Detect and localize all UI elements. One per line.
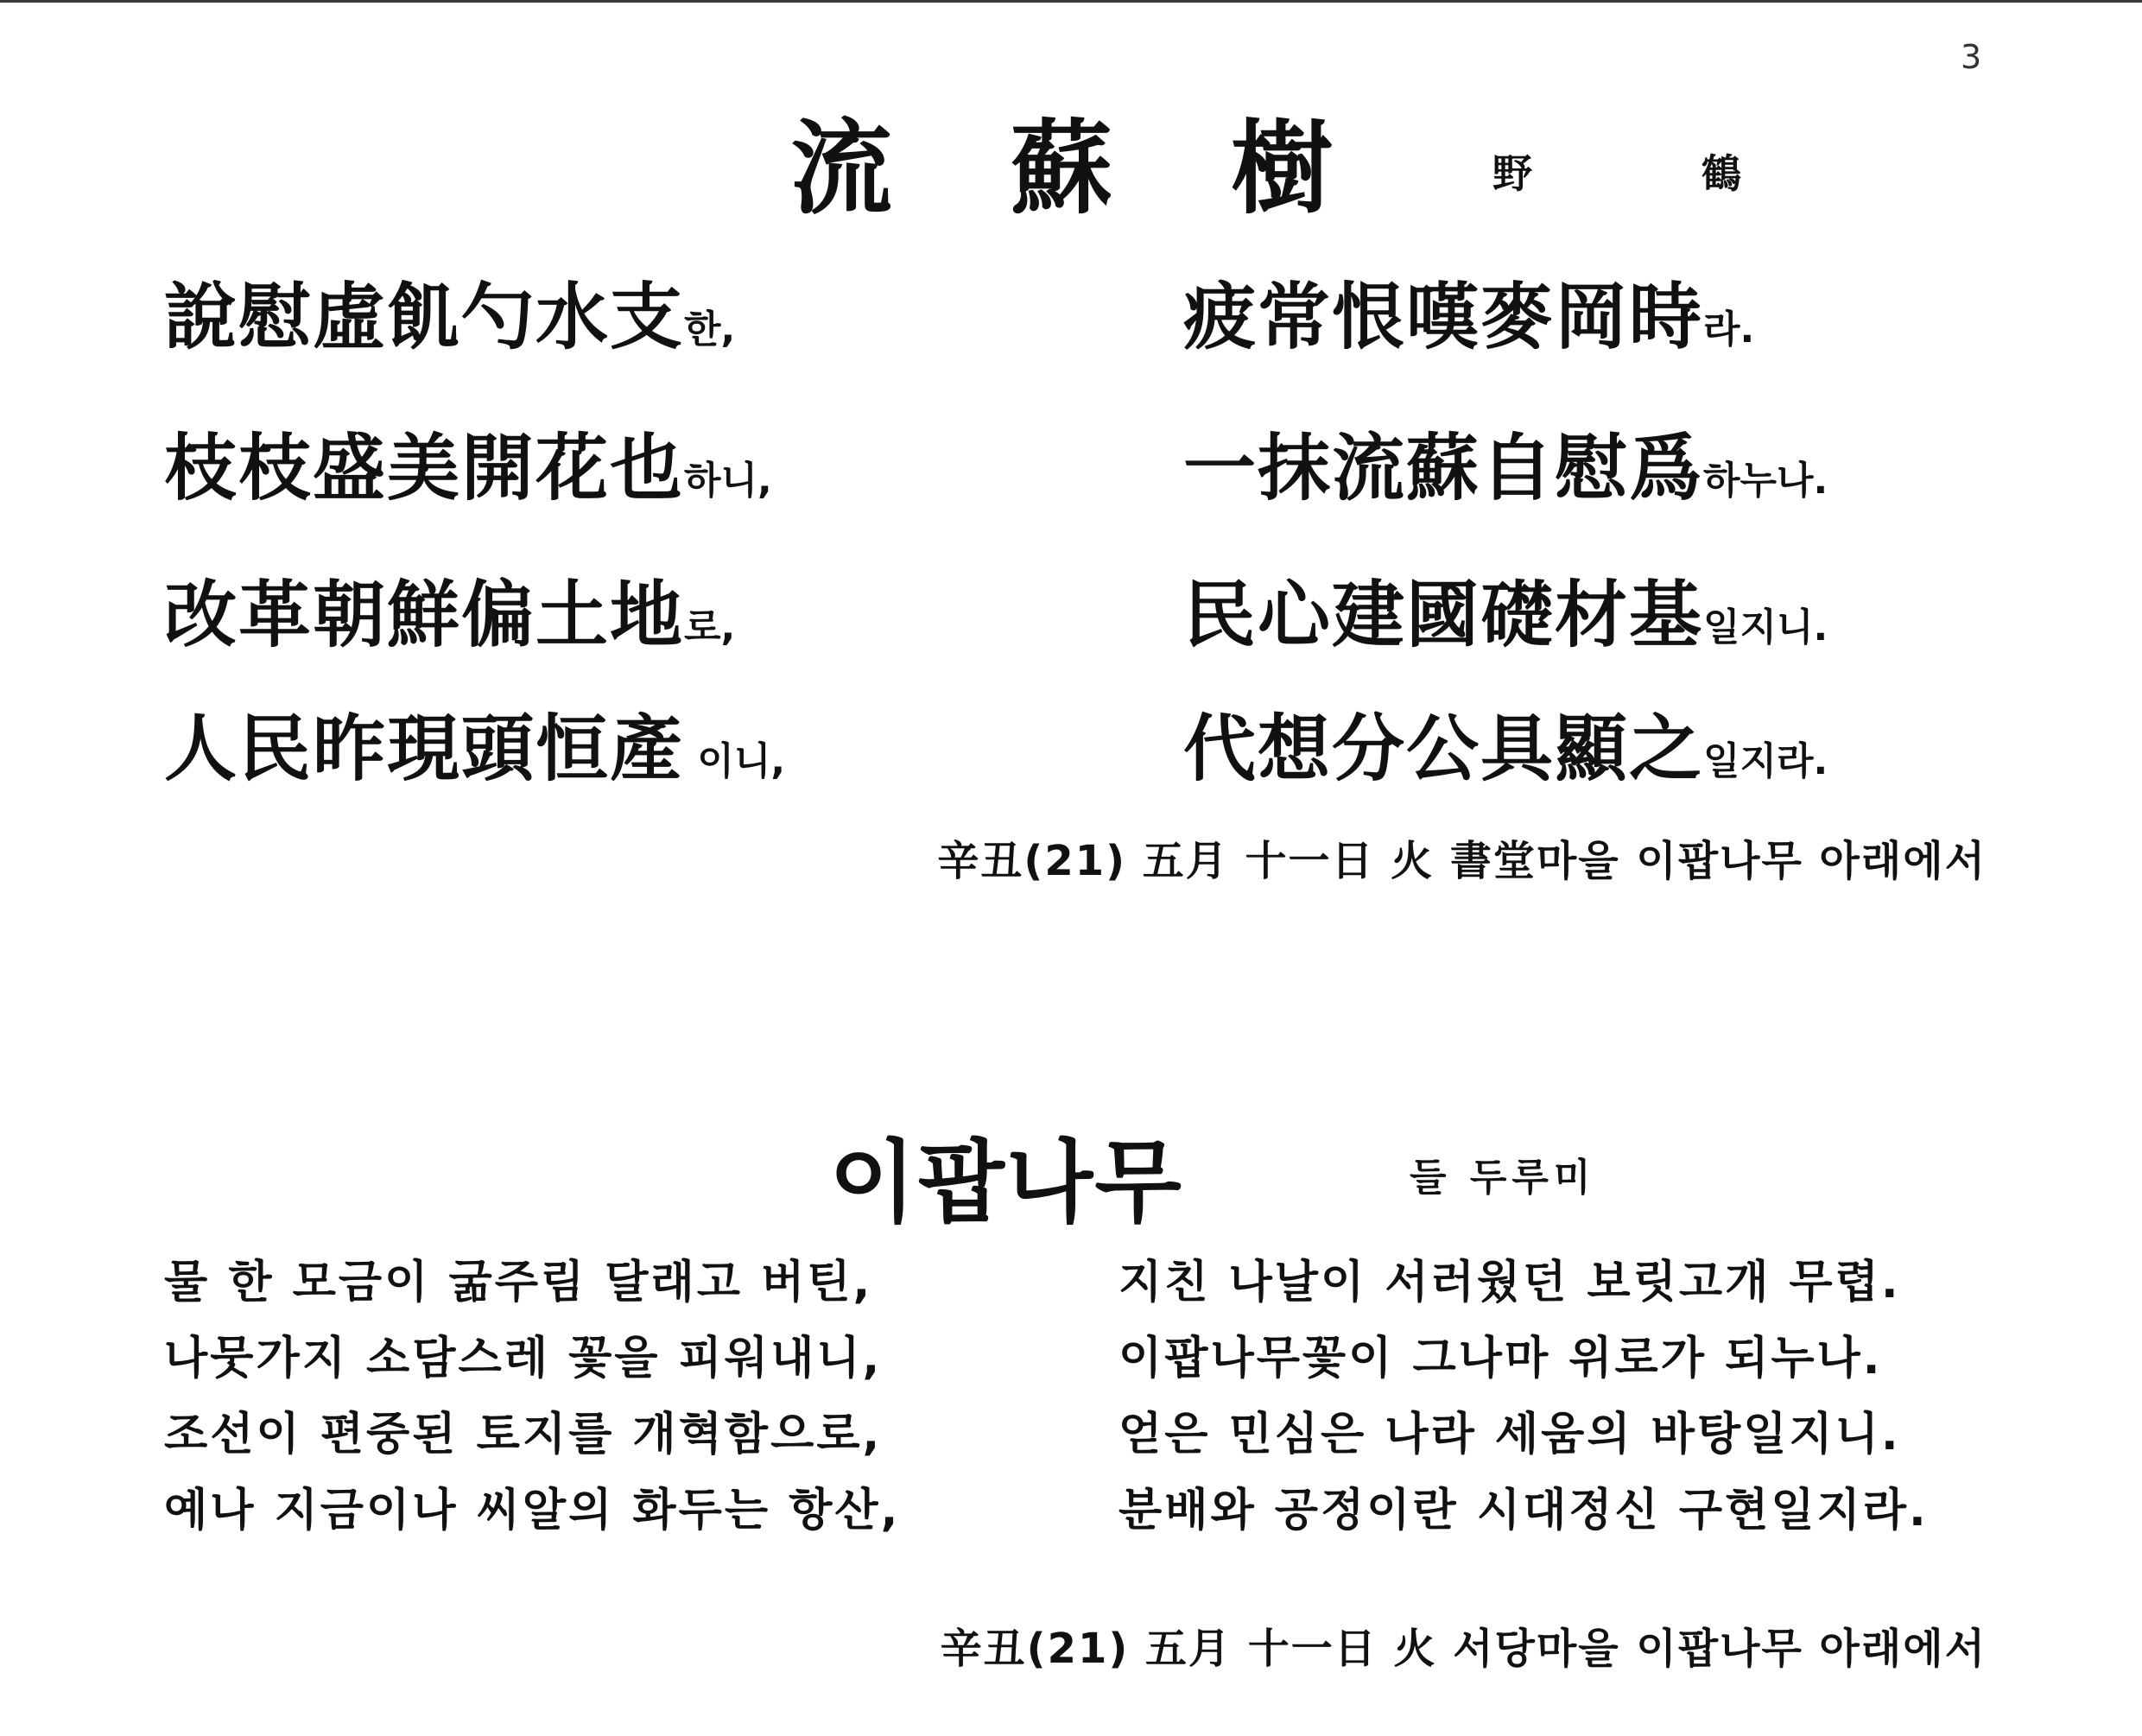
section1-date-line: 辛丑(21) 五月 十一日 火 書堂마을 이팝나무 아래에서: [937, 837, 1987, 885]
section2-left-line-1: 물 한 모금이 굶주림 달래고 버틴,: [164, 1257, 873, 1308]
section2-date-line: 辛丑(21) 五月 十一日 火 서당마을 이팝나무 아래에서: [940, 1625, 1987, 1673]
section1-author: 野 鶴: [1492, 150, 1820, 197]
section2-right-line-4: 분배와 공정이란 시대정신 구현일지라.: [1119, 1485, 1929, 1536]
korean-ending: 일지라.: [1703, 739, 1828, 783]
section2-title: 이팝나무: [829, 1130, 1183, 1235]
top-border-rule: [0, 0, 2142, 3]
section1-right-line-4: [1183, 691, 1828, 795]
section2-right-line-2: 이팝나무꽃이 그나마 위로가 되누나.: [1119, 1333, 1883, 1384]
section1-right-line-3: [1183, 557, 1828, 662]
hanja-text: 民心建國礎材基: [1183, 572, 1704, 657]
hanja-text: 代想分公具顯之: [1183, 706, 1704, 791]
section1-right-line-2: [1183, 410, 1828, 515]
korean-ending: 라.: [1703, 307, 1755, 352]
section2-right-line-1: 지친 나날이 서러웠던 보릿고개 무렵.: [1119, 1257, 1901, 1308]
section1-title: 流 蘇 樹: [790, 108, 1375, 228]
hanja-text: 枝枝盛美開花也: [164, 425, 685, 510]
korean-ending: 하누나.: [1703, 459, 1828, 503]
hanja-text: 改革朝鮮偏土地: [164, 572, 685, 657]
section2-right-line-3: 얻은 민심은 나라 세움의 바탕일지니.: [1119, 1409, 1901, 1460]
section1-left-line-3: [164, 557, 735, 662]
korean-ending: 로,: [684, 605, 736, 649]
hanja-text: 說慰虛飢勺水支: [164, 274, 685, 359]
korean-ending: 이니,: [684, 739, 786, 783]
hanja-text: 一抹流蘇自慰爲: [1183, 425, 1704, 510]
section2-left-line-2: 나뭇가지 소담스레 꽃을 피워내니,: [164, 1333, 883, 1384]
section2-left-line-3: 조선이 편중된 토지를 개혁함으로,: [164, 1409, 883, 1460]
section1-left-line-1: [164, 259, 735, 364]
hanja-text: 人民昨現頭恒產: [164, 706, 685, 791]
section2-author: 들 두루미: [1410, 1156, 1596, 1200]
section1-right-line-1: [1183, 259, 1754, 364]
korean-ending: 한,: [684, 307, 736, 352]
section2-left-line-4: 예나 지금이나 씨알의 화두는 항산,: [164, 1485, 901, 1536]
korean-ending: 일지니.: [1703, 605, 1828, 649]
hanja-text: 疲常恨嘆麥岡時: [1183, 274, 1704, 359]
page-number: 3: [1961, 38, 1982, 76]
section1-left-line-2: [164, 410, 772, 515]
section1-left-line-4: [164, 691, 785, 795]
korean-ending: 하니,: [684, 459, 772, 503]
